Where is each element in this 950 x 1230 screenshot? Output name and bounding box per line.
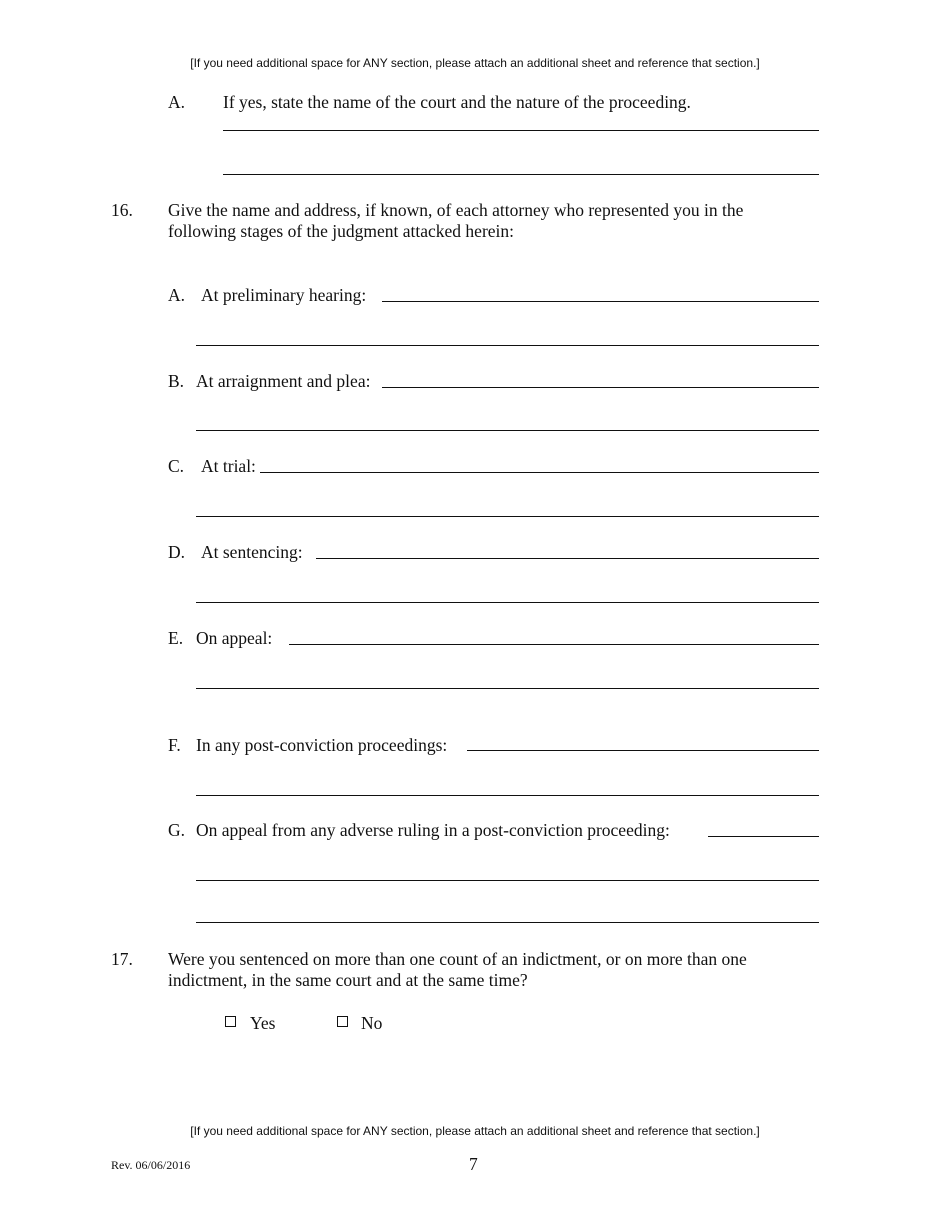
q16c-letter: C. xyxy=(168,456,185,476)
q16b-letter: B. xyxy=(168,371,185,391)
q16c-label: At trial: xyxy=(201,456,256,476)
q15a-answer-line-1[interactable] xyxy=(223,130,819,131)
q17-no-label: No xyxy=(361,1013,383,1033)
q16-text-line-1: Give the name and address, if known, of each attorney who represented you in the xyxy=(168,200,744,220)
header-note: [If you need additional space for ANY section, please attach an additional sheet and reference that section.] xyxy=(190,56,760,70)
q16d-answer-line-2[interactable] xyxy=(196,602,819,603)
q17-number: 17. xyxy=(111,949,133,969)
q16d-label: At sentencing: xyxy=(201,542,303,562)
q17-text-line-2: indictment, in the same court and at the same time? xyxy=(168,970,528,990)
q16g-answer-line-2[interactable] xyxy=(196,880,819,881)
q16e-letter: E. xyxy=(168,628,184,648)
footer-note: [If you need additional space for ANY section, please attach an additional sheet and reference that section.] xyxy=(190,1124,760,1138)
q16g-answer-line-3[interactable] xyxy=(196,922,819,923)
q16f-label: In any post-conviction proceedings: xyxy=(196,735,448,755)
q15a-answer-line-2[interactable] xyxy=(223,174,819,175)
q16c-answer-line-1[interactable] xyxy=(260,472,819,473)
q16f-answer-line-1[interactable] xyxy=(467,750,819,751)
q16a-letter: A. xyxy=(168,285,186,305)
q17-yes-checkbox[interactable] xyxy=(225,1016,236,1027)
q16a-answer-line-2[interactable] xyxy=(196,345,819,346)
q16b-answer-line-2[interactable] xyxy=(196,430,819,431)
q16e-answer-line-1[interactable] xyxy=(289,644,819,645)
q16-text-line-2: following stages of the judgment attacked herein: xyxy=(168,221,515,241)
q17-no-checkbox[interactable] xyxy=(337,1016,348,1027)
q16e-answer-line-2[interactable] xyxy=(196,688,819,689)
q16c-answer-line-2[interactable] xyxy=(196,516,819,517)
q17-yes-label: Yes xyxy=(250,1013,276,1033)
q16g-letter: G. xyxy=(168,820,186,840)
q16-number: 16. xyxy=(111,200,133,220)
q16f-letter: F. xyxy=(168,735,181,755)
q16a-answer-line-1[interactable] xyxy=(382,301,819,302)
q16d-answer-line-1[interactable] xyxy=(316,558,819,559)
q17-text-line-1: Were you sentenced on more than one count of an indictment, or on more than one xyxy=(168,949,747,969)
revision-date: Rev. 06/06/2016 xyxy=(111,1158,191,1172)
page-number: 7 xyxy=(469,1154,478,1174)
q16f-answer-line-2[interactable] xyxy=(196,795,819,796)
q15a-text: If yes, state the name of the court and the nature of the proceeding. xyxy=(223,92,691,112)
q16g-label: On appeal from any adverse ruling in a post-conviction proceeding: xyxy=(196,820,670,840)
q15a-letter: A. xyxy=(168,92,186,112)
q16b-label: At arraignment and plea: xyxy=(196,371,371,391)
q16b-answer-line-1[interactable] xyxy=(382,387,819,388)
q16d-letter: D. xyxy=(168,542,186,562)
q16e-label: On appeal: xyxy=(196,628,273,648)
q16a-label: At preliminary hearing: xyxy=(201,285,367,305)
q16g-answer-line-1[interactable] xyxy=(708,836,819,837)
